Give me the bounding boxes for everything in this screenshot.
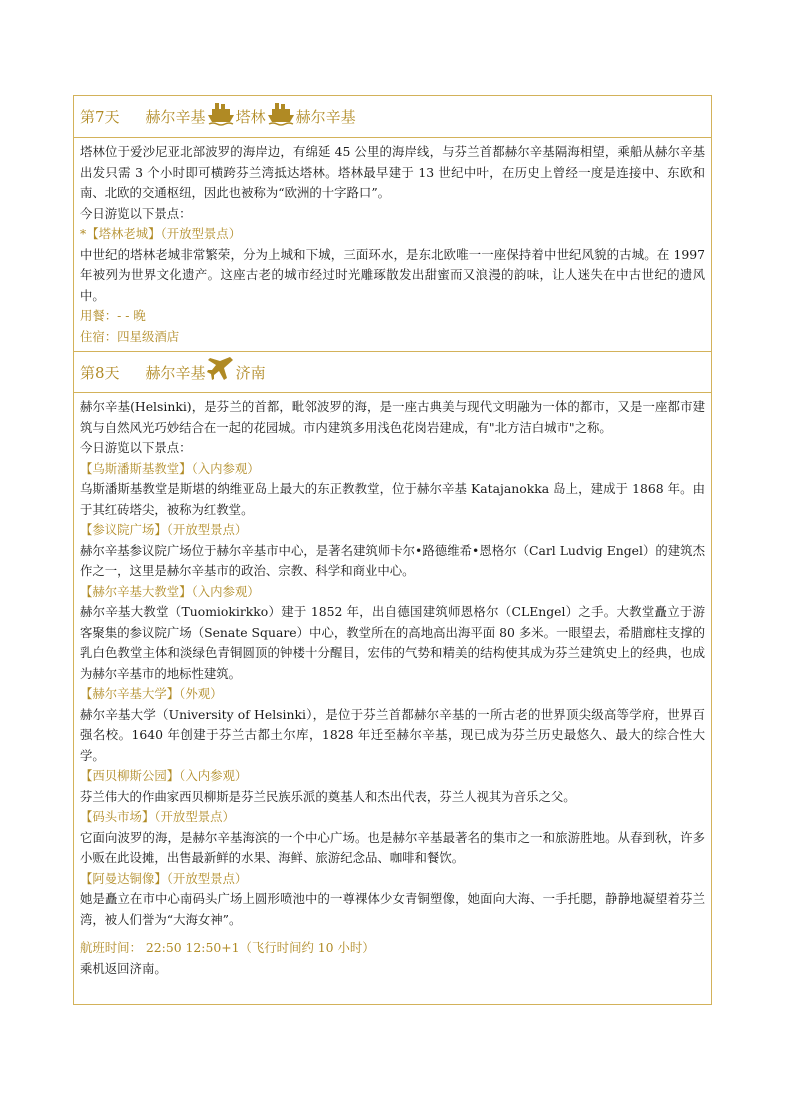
day8-route-city-2: 济南	[235, 363, 266, 382]
spot-name: *【塔林老城】	[80, 226, 161, 241]
day7-route-city-1: 赫尔辛基	[145, 108, 206, 126]
spot-description: 乌斯潘斯基教堂是斯堪的纳维亚岛上最大的东正教教堂，位于赫尔辛基 Katajanokka 岛上，建成于 1868 年。由于其红砖塔尖，被称为红教堂。	[80, 481, 705, 517]
day7-tour-label: 今日游览以下景点：	[80, 205, 192, 221]
spot-type: （开放型景点）	[160, 226, 242, 241]
day8-header	[74, 351, 711, 393]
spot-description: 中世纪的塔林老城非常繁荣，分为上城和下城，三面环水，是东北欧唯一一座保持着中世纪风貌的古城。在 1997 年被列为世界文化遗产。这座古老的城市经过时光雕琢散发出甜蜜而又浪漫的韵味，让人迷失在中古世纪的遗风中。	[80, 246, 705, 303]
day7-meal: 用餐：- - 晚	[80, 308, 146, 323]
spot-name: 【码头市场】	[80, 809, 155, 824]
spot-description: 赫尔辛基参议院广场位于赫尔辛基市中心，是著名建筑师卡尔•路德维希•恩格尔（Carl Ludvig Engel）的建筑杰作之一，这里是赫尔辛基市的政治、宗教、科学和商业中心。	[80, 542, 705, 578]
spot-type: （入内参观）	[179, 768, 248, 783]
spot-description: 芬兰伟大的作曲家西贝柳斯是芬兰民族乐派的奠基人和杰出代表，芬兰人视其为音乐之父。	[80, 788, 576, 804]
spot-description: 赫尔辛基大教堂（Tuomiokirkko）建于 1852 年，出自德国建筑师恩格尔（CLEngel）之手。大教堂矗立于游客聚集的参议院广场（Senate Square）中心，教堂所在的高地高出海平面 80 多米。一眼望去，希腊廊柱支撑的乳白色教堂主体和淡绿色青铜圆顶的钟楼十分醒目，宏伟的气势和精美的结构使其成为芬兰建筑史上的经典，也成为赫尔辛基市的地标性建筑。	[80, 604, 705, 681]
spot-name: 【赫尔辛基大学】	[80, 686, 180, 701]
spot-name: 【赫尔辛基大教堂】	[80, 583, 192, 599]
spot-type: （开放型景点）	[166, 870, 248, 886]
spot-title	[80, 520, 705, 541]
spot-type: （外观）	[179, 686, 223, 701]
spot-title	[80, 684, 705, 705]
day7-route-city-3: 赫尔辛基	[295, 108, 356, 126]
spot-title	[80, 582, 705, 603]
day7-hotel: 住宿：四星级酒店	[80, 328, 180, 344]
day7-header	[74, 96, 711, 138]
spacer	[80, 930, 705, 938]
flight-time: 航班时间： 22:50 12:50+1（飞行时间约 10 小时）	[80, 940, 375, 955]
day8-intro: 赫尔辛基(Helsinki)，是芬兰的首都，毗邻波罗的海，是一座古典美与现代文明融为一体的都市，又是一座都市建筑与自然风光巧妙结合在一起的花园城。市内建筑多用浅色花岗岩建成，有"北方洁白城市"之称。	[80, 399, 705, 435]
airplane-icon	[207, 355, 235, 381]
spot-title	[80, 869, 705, 890]
spot-description: 它面向波罗的海，是赫尔辛基海滨的一个中心广场。也是赫尔辛基最著名的集市之一和旅游胜地。从春到秋，许多小贩在此设摊，出售最新鲜的水果、海鲜、旅游纪念品、咖啡和餐饮。	[80, 829, 705, 865]
day8-body	[74, 393, 711, 979]
itinerary-frame	[73, 95, 712, 1005]
spot-name: 【西贝柳斯公园】	[80, 768, 180, 783]
spot-name: 【参议院广场】	[80, 522, 167, 537]
day7-number: 第7天	[80, 108, 120, 126]
day8-route-city-1: 赫尔辛基	[145, 363, 206, 382]
ship-icon	[267, 100, 295, 126]
return-note: 乘机返回济南。	[80, 960, 167, 976]
spot-name: 【乌斯潘斯基教堂】	[80, 460, 192, 476]
spot-title	[80, 459, 705, 480]
day8-number: 第8天	[80, 363, 120, 382]
spot-title	[80, 766, 705, 787]
day7-intro: 塔林位于爱沙尼亚北部波罗的海岸边，有绵延 45 公里的海岸线，与芬兰首都赫尔辛基隔海相望，乘船从赫尔辛基出发只需 3 个小时即可横跨芬兰湾抵达塔林。塔林最早建于 13 世纪中叶，在历史上曾经一度是连接中、东欧和南、北欧的交通枢纽，因此也被称为“欧洲的十字路口”。	[80, 144, 705, 200]
ship-icon	[207, 100, 235, 126]
spot-title	[80, 224, 705, 245]
day7-body	[74, 138, 711, 347]
spot-name: 【阿曼达铜像】	[80, 870, 167, 886]
spot-type: （入内参观）	[191, 460, 260, 476]
spot-title	[80, 807, 705, 828]
spot-description: 赫尔辛基大学（University of Helsinki），是位于芬兰首都赫尔辛基的一所古老的世界顶尖级高等学府，世界百强名校。1640 年创建于芬兰古都土尔库，1828 年迁至赫尔辛基，现已成为芬兰历史最悠久、最大的综合性大学。	[80, 706, 705, 763]
spot-type: （开放型景点）	[154, 809, 235, 824]
day8-tour-label: 今日游览以下景点：	[80, 440, 192, 455]
spot-description: 她是矗立在市中心南码头广场上圆形喷池中的一尊裸体少女青铜塑像，她面向大海、一手托腮，静静地凝望着芬兰湾，被人们誉为“大海女神”。	[80, 891, 705, 927]
day7-route-city-2: 塔林	[235, 108, 266, 126]
spot-type: （入内参观）	[191, 583, 260, 599]
spot-type: （开放型景点）	[166, 522, 248, 537]
